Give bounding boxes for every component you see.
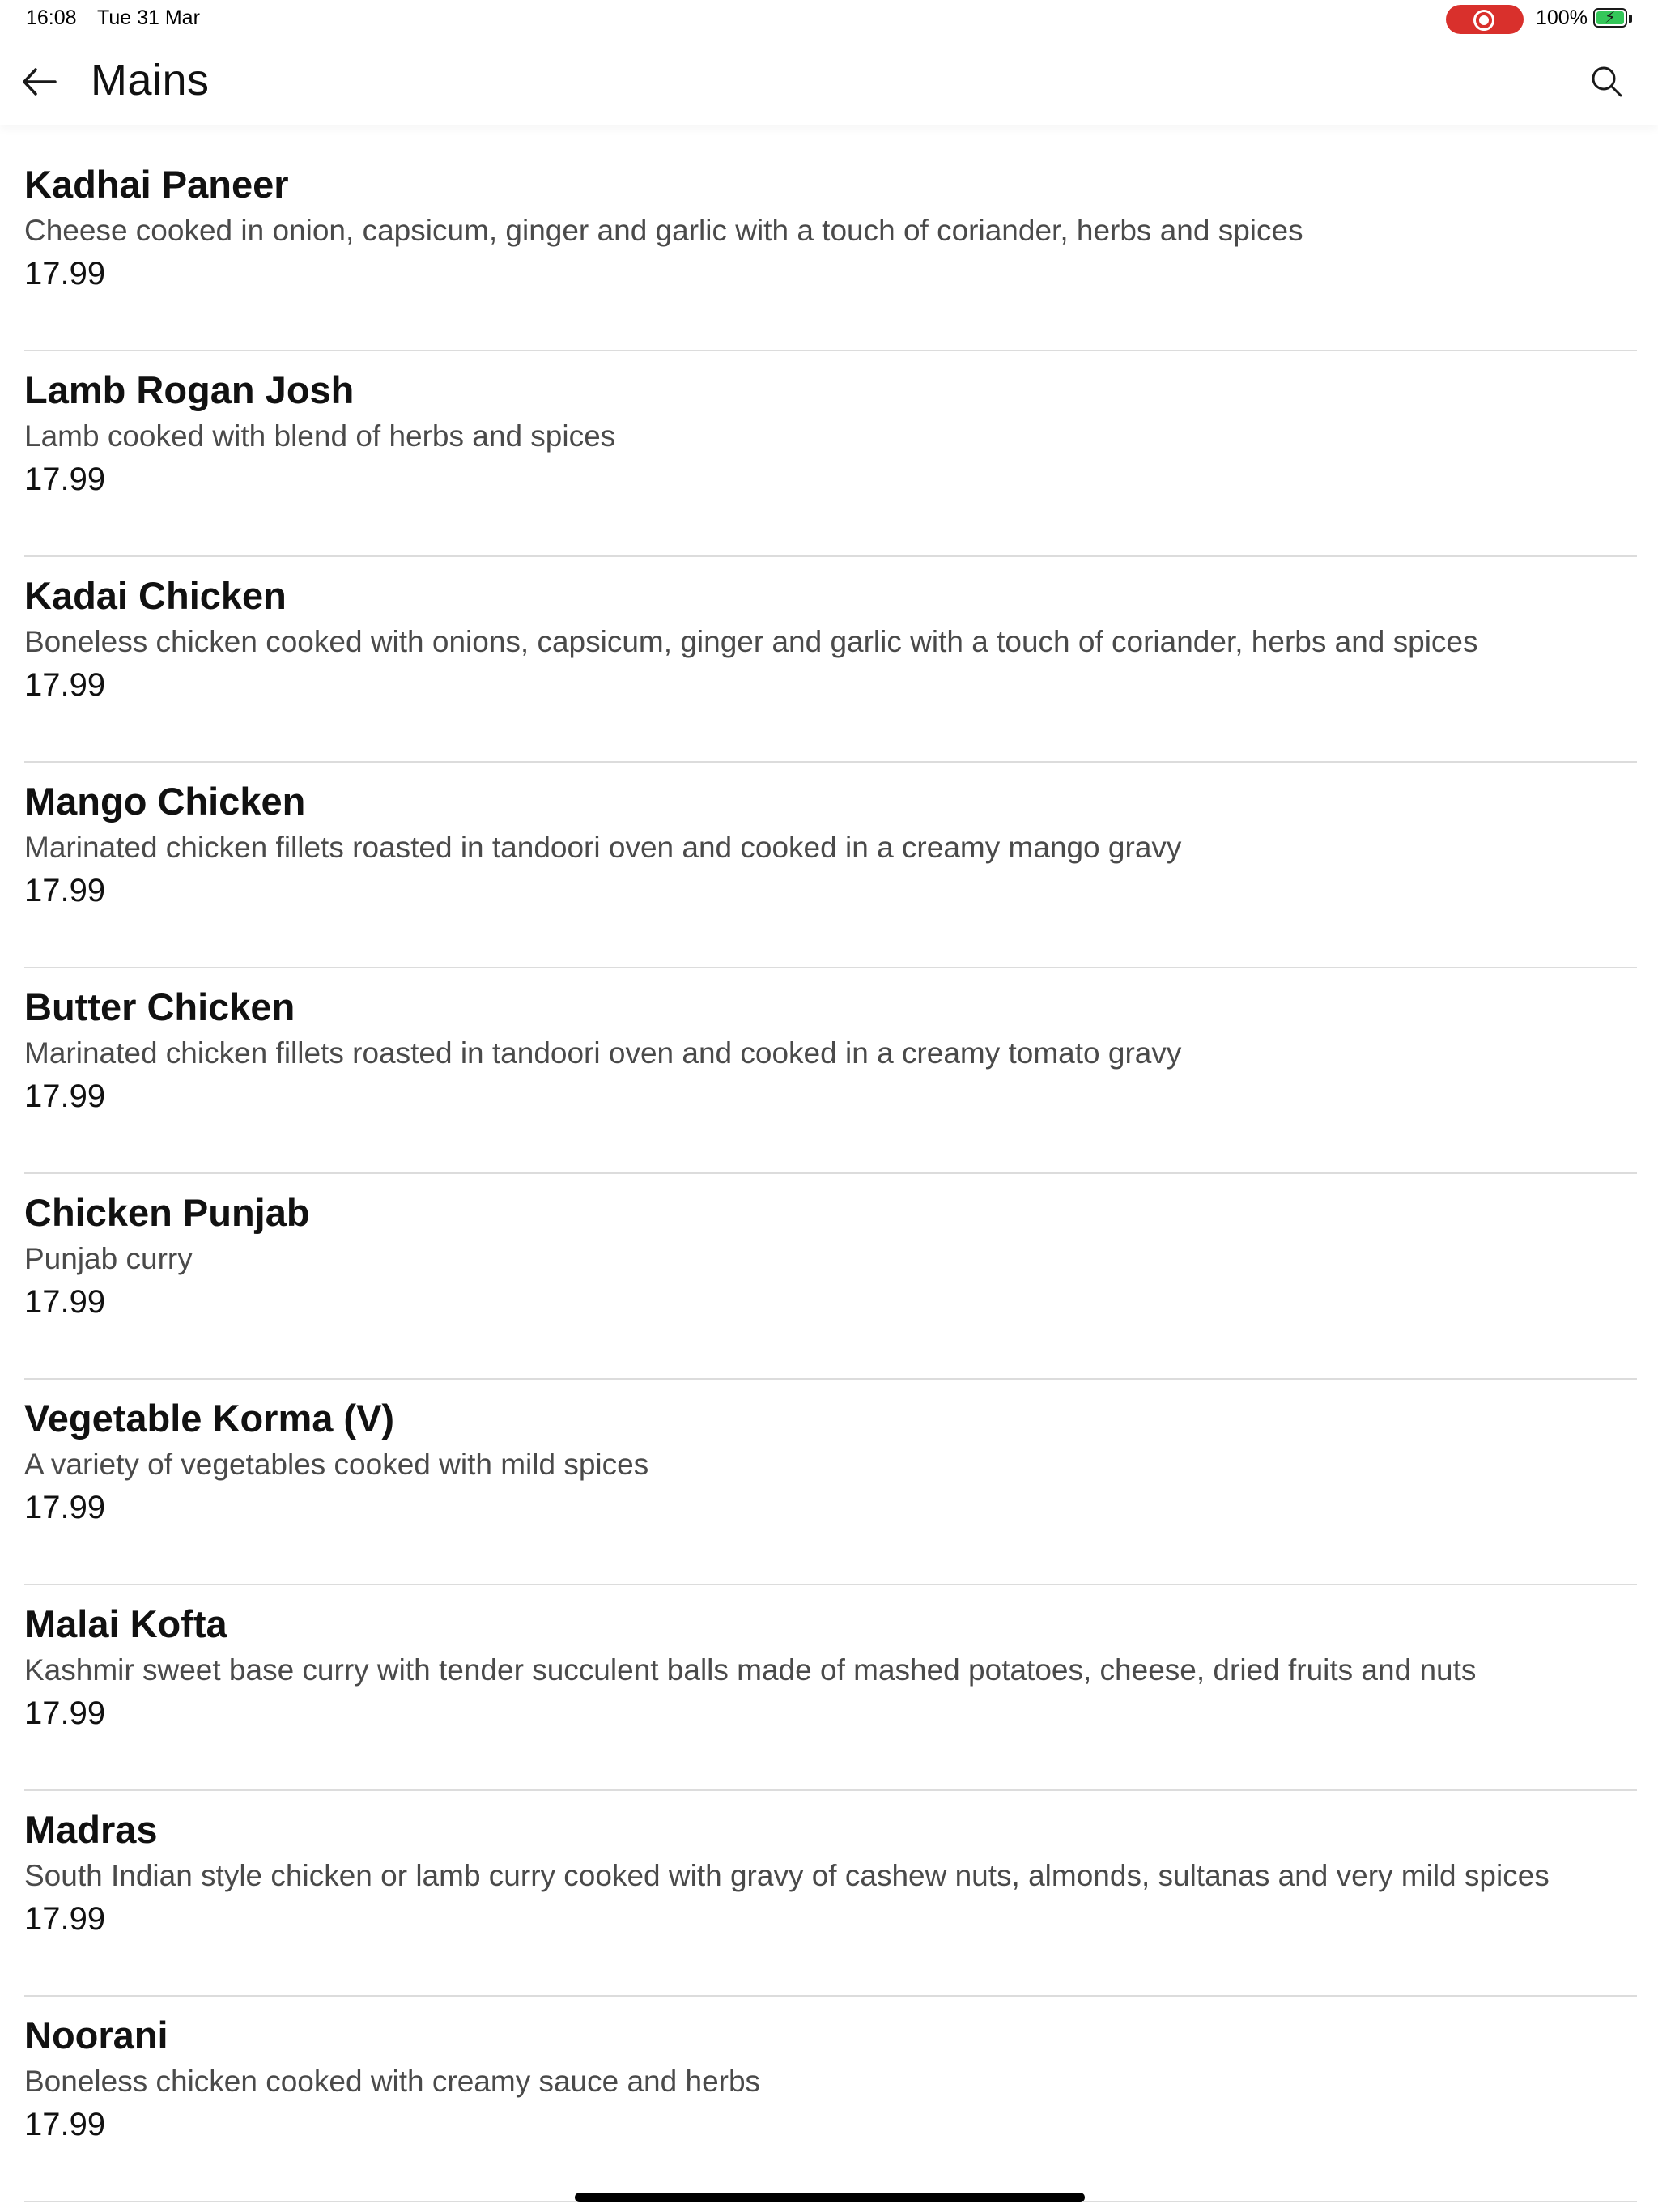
menu-item-price: 17.99 <box>24 873 106 908</box>
battery-fill <box>1596 9 1624 27</box>
menu-item-name: Kadhai Paneer <box>24 163 289 206</box>
menu-item-description: Lamb cooked with blend of herbs and spices <box>24 419 616 453</box>
menu-item-kadhai-paneer[interactable] <box>24 146 1637 351</box>
menu-item-lamb-rogan-josh[interactable] <box>24 351 1637 557</box>
status-date: Tue 31 Mar <box>97 6 200 29</box>
menu-item-price: 17.99 <box>24 1901 106 1937</box>
menu-item-description: A variety of vegetables cooked with mild spices <box>24 1448 649 1481</box>
menu-item-description: South Indian style chicken or lamb curry cooked with gravy of cashew nuts, almonds, sultanas and very mild spices <box>24 1859 1550 1892</box>
menu-list <box>24 146 1637 2202</box>
menu-item-noorani[interactable] <box>24 1997 1637 2202</box>
charging-bolt-icon: ⚡ <box>1605 9 1617 27</box>
menu-item-madras[interactable] <box>24 1791 1637 1997</box>
menu-item-price: 17.99 <box>24 2107 106 2142</box>
menu-item-name: Madras <box>24 1808 158 1851</box>
menu-item-malai-kofta[interactable] <box>24 1585 1637 1791</box>
menu-item-price: 17.99 <box>24 1078 106 1114</box>
menu-item-mango-chicken[interactable] <box>24 763 1637 968</box>
menu-item-kadai-chicken[interactable] <box>24 557 1637 763</box>
menu-item-name: Kadai Chicken <box>24 574 287 617</box>
menu-item-description: Marinated chicken fillets roasted in tandoori oven and cooked in a creamy tomato gravy <box>24 1036 1182 1070</box>
status-time: 16:08 <box>26 6 77 29</box>
menu-item-butter-chicken[interactable] <box>24 968 1637 1174</box>
menu-item-description: Cheese cooked in onion, capsicum, ginger and garlic with a touch of coriander, herbs and spices <box>24 214 1303 247</box>
menu-item-price: 17.99 <box>24 1490 106 1525</box>
menu-item-name: Butter Chicken <box>24 985 295 1028</box>
menu-item-chicken-punjab[interactable] <box>24 1174 1637 1380</box>
menu-item-name: Vegetable Korma (V) <box>24 1397 395 1440</box>
menu-item-price: 17.99 <box>24 1695 106 1731</box>
screen-recording-icon[interactable] <box>1446 5 1524 34</box>
menu-item-name: Malai Kofta <box>24 1602 227 1645</box>
battery-icon <box>1593 8 1627 28</box>
status-bar <box>0 0 1658 37</box>
back-button[interactable] <box>18 63 63 100</box>
search-icon <box>1587 62 1627 102</box>
menu-item-description: Kashmir sweet base curry with tender succulent balls made of mashed potatoes, cheese, dried fruits and nuts <box>24 1653 1477 1687</box>
menu-item-description: Punjab curry <box>24 1242 193 1275</box>
menu-item-description: Boneless chicken cooked with onions, capsicum, ginger and garlic with a touch of coriander, herbs and spices <box>24 625 1478 658</box>
home-indicator[interactable] <box>575 2193 1085 2202</box>
battery-tip <box>1629 15 1632 23</box>
menu-item-name: Noorani <box>24 2014 168 2057</box>
menu-item-name: Mango Chicken <box>24 780 306 823</box>
menu-item-description: Marinated chicken fillets roasted in tandoori oven and cooked in a creamy mango gravy <box>24 831 1182 864</box>
menu-item-price: 17.99 <box>24 667 106 703</box>
menu-item-name: Lamb Rogan Josh <box>24 368 355 411</box>
menu-item-vegetable-korma[interactable] <box>24 1380 1637 1585</box>
arrow-left-icon <box>18 63 63 100</box>
record-dot <box>1479 15 1489 25</box>
menu-item-price: 17.99 <box>24 1284 106 1320</box>
battery-percentage: 100% <box>1536 6 1588 29</box>
menu-item-name: Chicken Punjab <box>24 1191 310 1234</box>
menu-item-price: 17.99 <box>24 256 106 291</box>
page-title: Mains <box>91 56 210 104</box>
menu-item-description: Boneless chicken cooked with creamy sauce and herbs <box>24 2065 761 2098</box>
menu-item-price: 17.99 <box>24 462 106 497</box>
search-button[interactable] <box>1587 62 1627 102</box>
app-header <box>0 40 1658 125</box>
